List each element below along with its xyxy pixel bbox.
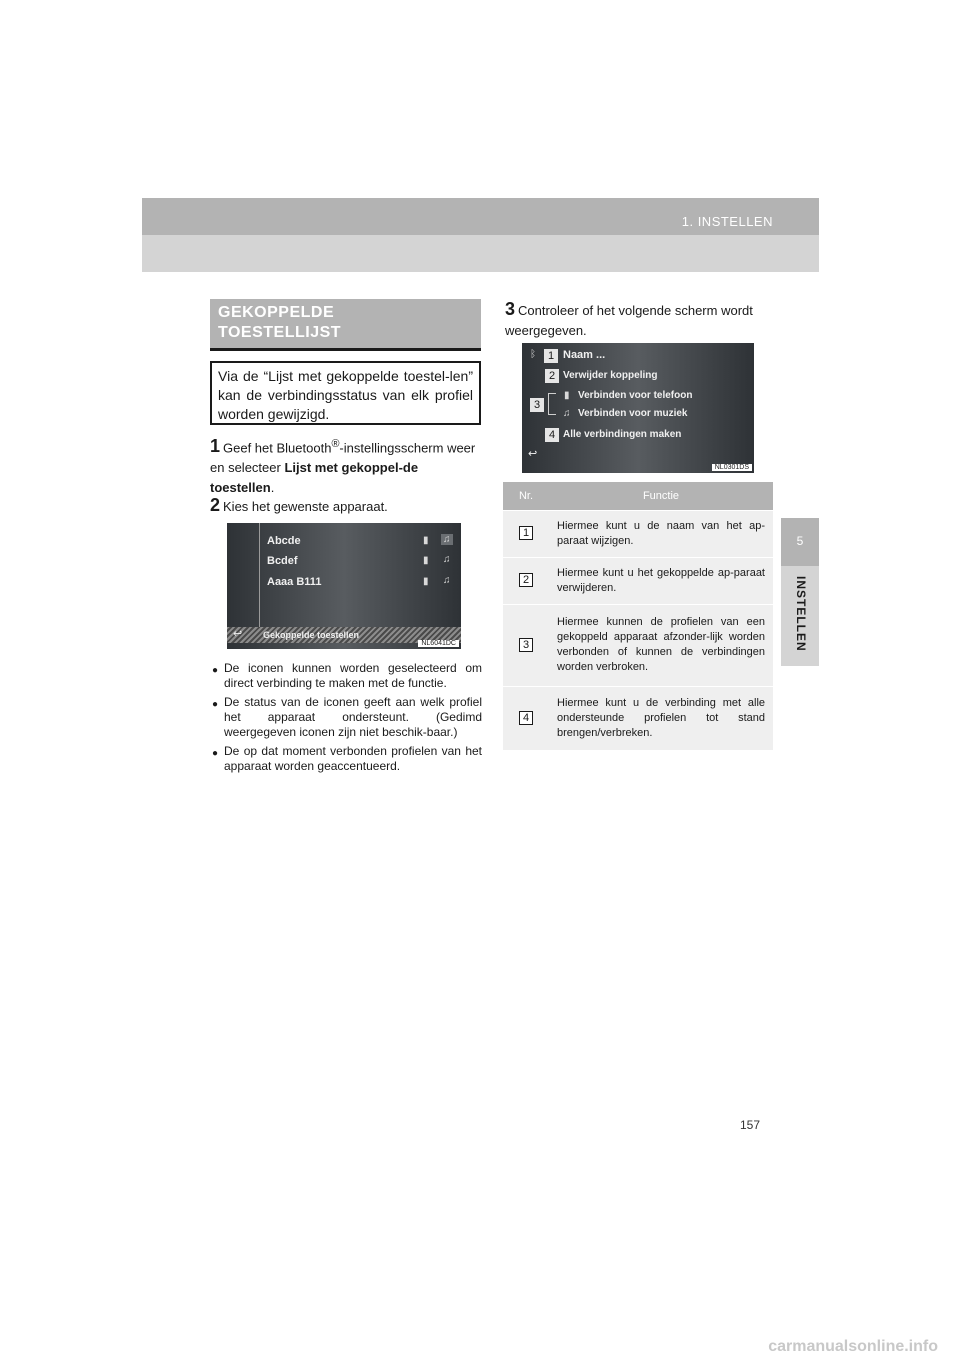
step-text: Kies het gewenste apparaat. <box>223 499 388 514</box>
option-row: Naam ... <box>563 349 606 361</box>
row-number: 1 <box>519 526 533 540</box>
back-arrow-icon: ↩ <box>233 628 243 640</box>
section-heading <box>210 299 481 348</box>
step-text: Controleer of het volgende scherm wordt weergegeven. <box>505 303 753 338</box>
callout-number: 3 <box>530 398 544 412</box>
column-header-nr: Nr. <box>503 482 549 510</box>
section-title-line1: GEKOPPELDE <box>218 304 335 321</box>
screen-footer-label: Gekoppelde toestellen <box>263 630 360 640</box>
device-options-screenshot <box>522 343 754 473</box>
step-2 <box>210 495 482 517</box>
registered-mark: ® <box>331 438 340 450</box>
table-row <box>503 686 773 750</box>
music-icon: ♫ <box>443 534 451 545</box>
row-text: Hiermee kunt u het gekoppelde ap-paraat verwijderen. <box>549 557 773 604</box>
step-bold-text: Lijst met gekoppel-de toestellen <box>210 460 419 496</box>
screen-divider <box>259 523 260 627</box>
step-text: Geef het Bluetooth <box>223 440 332 456</box>
music-icon: ♫ <box>443 554 451 565</box>
bullet-dot-icon: ● <box>212 748 219 759</box>
list-item: ● De iconen kunnen worden geselecteerd om direct verbinding te maken met de functie. <box>212 661 482 690</box>
watermark: carmanualsonline.info <box>768 1338 938 1355</box>
option-row: Verwijder koppeling <box>563 370 658 381</box>
chapter-title: 1. INSTELLEN <box>681 214 773 229</box>
device-row: Aaaa B111 <box>267 576 322 588</box>
table-row <box>503 510 773 557</box>
table-row <box>503 604 773 686</box>
step-number: 3 <box>505 299 516 319</box>
image-code: NL0301DS <box>712 464 752 471</box>
step-1 <box>210 434 482 498</box>
bullet-list <box>212 661 482 778</box>
table-header-row <box>503 482 773 510</box>
bluetooth-icon: ᛒ <box>530 349 536 360</box>
row-number: 3 <box>519 638 533 652</box>
column-header-functie: Functie <box>549 482 773 510</box>
option-row: Verbinden voor telefoon <box>578 390 693 401</box>
bullet-dot-icon: ● <box>212 665 219 676</box>
side-tab <box>781 518 819 566</box>
intro-box: Via de “Lijst met gekoppelde toestel-len” kan de verbindingsstatus van elk profiel worden gewijzigd. <box>210 361 481 425</box>
row-number: 4 <box>519 711 533 725</box>
back-arrow-icon: ↩ <box>528 448 538 460</box>
phone-icon: ▮ <box>423 555 429 566</box>
music-icon: ♫ <box>563 408 571 419</box>
step-number: 1 <box>210 436 221 457</box>
phone-icon: ▮ <box>423 576 429 587</box>
header-band-lower <box>142 235 819 272</box>
phone-icon: ▮ <box>423 535 429 546</box>
phone-icon: ▮ <box>564 390 570 401</box>
option-row: Verbinden voor muziek <box>578 408 688 419</box>
list-item: ● De status van de iconen geeft aan welk profiel het apparaat ondersteunt. (Gedimd weergegeven iconen zijn niet beschik-baar.) <box>212 695 482 739</box>
row-text: Hiermee kunt u de verbinding met alle ondersteunde profielen tot stand brengen/verbreken. <box>549 686 773 750</box>
header-band <box>142 198 819 235</box>
side-tab-number: 5 <box>796 534 804 548</box>
step-text-end: . <box>270 480 275 496</box>
page-number: 157 <box>740 1118 761 1132</box>
row-text: Hiermee kunt u de naam van het ap-paraat wijzigen. <box>549 510 773 557</box>
option-row: Alle verbindingen maken <box>563 429 682 440</box>
bracket-icon <box>548 393 556 415</box>
row-text: Hiermee kunnen de profielen van een gekoppeld apparaat afzonder-lijk worden verbonden of kunnen de verbindingen worden verbroken. <box>549 604 773 686</box>
row-number: 2 <box>519 573 533 587</box>
list-item: ● De op dat moment verbonden profielen van het apparaat worden geaccentueerd. <box>212 744 482 773</box>
callout-number: 1 <box>544 349 558 363</box>
device-row: Abcde <box>267 535 301 547</box>
function-table <box>503 482 773 750</box>
image-code: NL6041DC <box>418 640 459 647</box>
side-tab-label: INSTELLEN <box>794 576 808 652</box>
step-text-mid: -instellingsscherm weer en selecteer <box>210 440 476 476</box>
table-row <box>503 557 773 604</box>
section-rule <box>210 348 481 351</box>
device-row: Bcdef <box>267 555 298 567</box>
callout-number: 2 <box>545 369 559 383</box>
music-icon: ♫ <box>443 575 451 586</box>
section-title-line2: TOESTELLIJST <box>218 324 342 341</box>
step-3 <box>505 299 775 341</box>
step-number: 2 <box>210 495 221 515</box>
bullet-dot-icon: ● <box>212 699 219 710</box>
callout-number: 4 <box>545 428 559 442</box>
paired-devices-screenshot <box>227 523 461 649</box>
